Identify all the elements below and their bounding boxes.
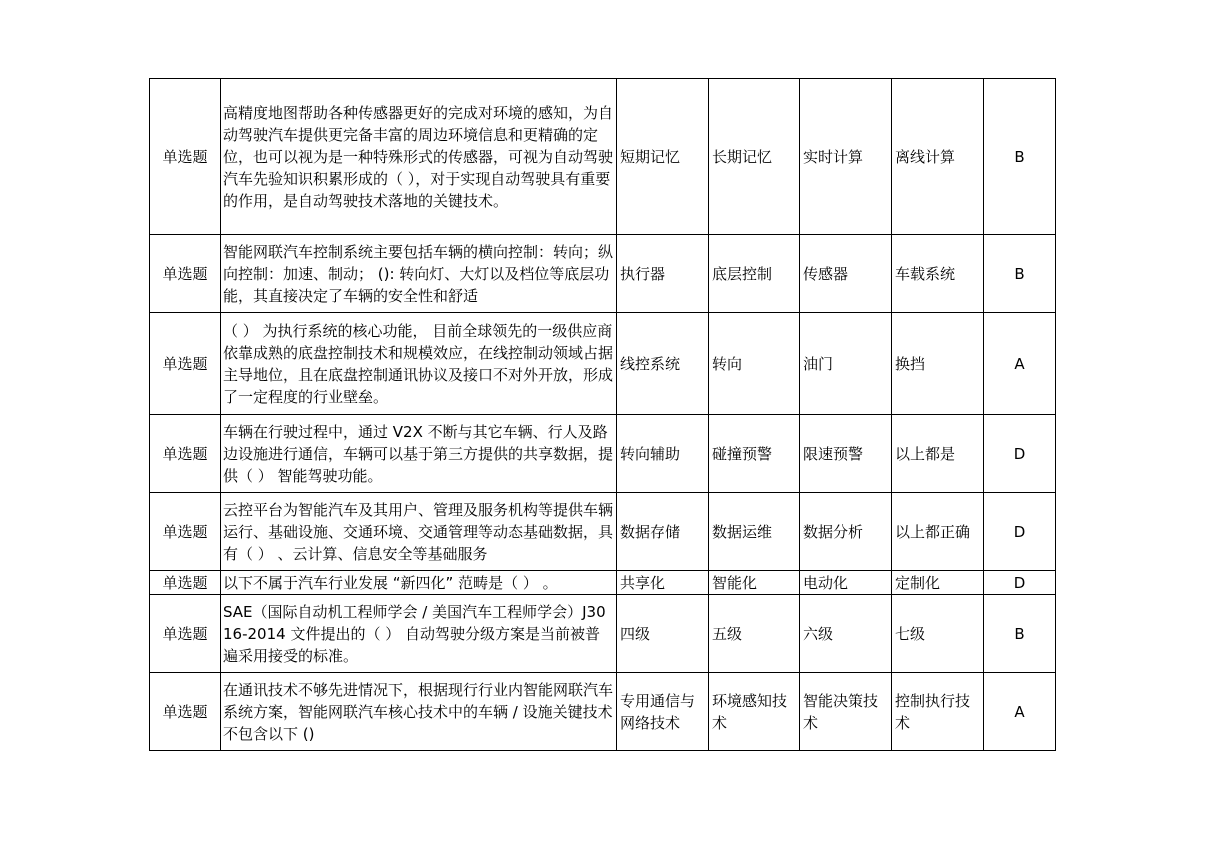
option-a: 数据存储 — [617, 493, 709, 571]
answer: B — [984, 79, 1056, 235]
option-a: 转向辅助 — [617, 415, 709, 493]
option-d: 定制化 — [892, 571, 984, 595]
table-row — [150, 415, 1056, 493]
option-c: 智能决策技术 — [800, 673, 892, 751]
question-type: 单选题 — [150, 673, 221, 751]
question-text: 在通讯技术不够先进情况下，根据现行行业内智能网联汽车系统方案，智能网联汽车核心技术中的车辆 / 设施关键技术不包含以下 () — [221, 673, 617, 751]
option-c: 油门 — [800, 313, 892, 415]
question-type: 单选题 — [150, 571, 221, 595]
question-text — [221, 235, 617, 313]
question-text: （ ） 为执行系统的核心功能， 目前全球领先的一级供应商依靠成熟的底盘控制技术和规模效应，在线控制动领域占据主导地位，且在底盘控制通讯协议及接口不对外开放，形成了一定程度的行业壁垒。 — [221, 313, 617, 415]
question-text-content: 云控平台为智能汽车及其用户、管理及服务机构等提供车辆运行、基础设施、交通环境、交通管理等动态基础数据，具有（ ） 、云计算、信息安全等基础服务 — [223, 500, 613, 563]
option-b: 底层控制 — [709, 235, 800, 313]
question-type: 单选题 — [150, 595, 221, 673]
option-c: 传感器 — [800, 235, 892, 313]
question-type: 单选题 — [150, 493, 221, 571]
question-text: 以下不属于汽车行业发展 “新四化” 范畴是（ ） 。 — [221, 571, 617, 595]
table-row — [150, 235, 1056, 313]
option-d: 七级 — [892, 595, 984, 673]
table-row — [150, 673, 1056, 751]
option-d: 车载系统 — [892, 235, 984, 313]
table-row — [150, 493, 1056, 571]
option-c: 六级 — [800, 595, 892, 673]
option-b: 智能化 — [709, 571, 800, 595]
option-a: 线控系统 — [617, 313, 709, 415]
question-text: SAE（国际自动机工程师学会 / 美国汽车工程师学会）J3016-2014 文件提出的（ ） 自动驾驶分级方案是当前被普遍采用接受的标准。 — [221, 595, 617, 673]
option-b: 数据运维 — [709, 493, 800, 571]
table-row — [150, 571, 1056, 595]
option-d: 以上都正确 — [892, 493, 984, 571]
question-type: 单选题 — [150, 235, 221, 313]
option-a: 四级 — [617, 595, 709, 673]
question-type: 单选题 — [150, 79, 221, 235]
option-c: 数据分析 — [800, 493, 892, 571]
option-d: 以上都是 — [892, 415, 984, 493]
question-text-content: 智能网联汽车控制系统主要包括车辆的横向控制：转向；纵向控制：加速、制动； (): 转向灯、大灯以及档位等底层功能，其直接决定了车辆的安全性和舒适 — [223, 242, 613, 305]
question-text — [221, 493, 617, 571]
option-b: 碰撞预警 — [709, 415, 800, 493]
answer: D — [984, 493, 1056, 571]
answer: D — [984, 415, 1056, 493]
table-row — [150, 79, 1056, 235]
option-c: 实时计算 — [800, 79, 892, 235]
answer: B — [984, 235, 1056, 313]
answer: A — [984, 313, 1056, 415]
option-b: 环境感知技术 — [709, 673, 800, 751]
answer: A — [984, 673, 1056, 751]
option-a: 执行器 — [617, 235, 709, 313]
question-text: 高精度地图帮助各种传感器更好的完成对环境的感知，为自动驾驶汽车提供更完备丰富的周边环境信息和更精确的定位，也可以视为是一种特殊形式的传感器，可视为自动驾驶汽车先验知识积累形成的（ ），对于实现自动驾驶具有重要的作用，是自动驾驶技术落地的关键技术。 — [221, 79, 617, 235]
question-table — [149, 78, 1056, 751]
option-a: 共享化 — [617, 571, 709, 595]
option-d: 控制执行技术 — [892, 673, 984, 751]
option-d: 换挡 — [892, 313, 984, 415]
question-text: 车辆在行驶过程中，通过 V2X 不断与其它车辆、行人及路边设施进行通信，车辆可以基于第三方提供的共享数据，提供（ ） 智能驾驶功能。 — [221, 415, 617, 493]
option-b: 转向 — [709, 313, 800, 415]
answer: D — [984, 571, 1056, 595]
question-type: 单选题 — [150, 415, 221, 493]
answer: B — [984, 595, 1056, 673]
option-a: 专用通信与网络技术 — [617, 673, 709, 751]
table-row — [150, 595, 1056, 673]
option-b: 长期记忆 — [709, 79, 800, 235]
option-a: 短期记忆 — [617, 79, 709, 235]
table-row — [150, 313, 1056, 415]
question-type: 单选题 — [150, 313, 221, 415]
option-d: 离线计算 — [892, 79, 984, 235]
option-c: 电动化 — [800, 571, 892, 595]
option-b: 五级 — [709, 595, 800, 673]
option-c: 限速预警 — [800, 415, 892, 493]
